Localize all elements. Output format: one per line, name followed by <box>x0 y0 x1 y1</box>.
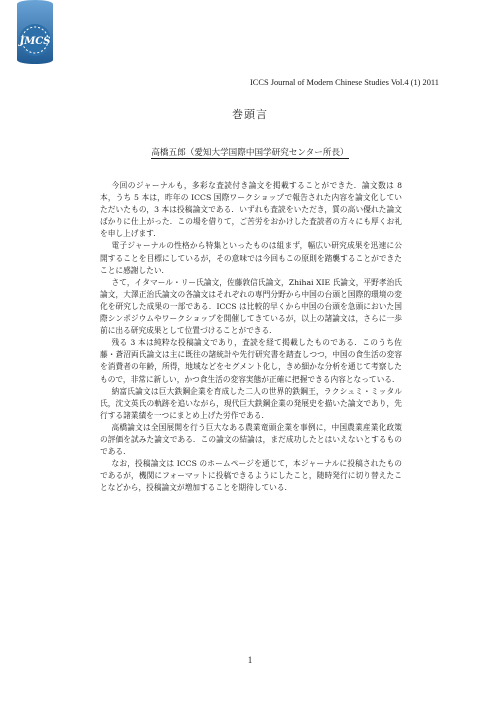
paragraph: 高橋論文は全国展開を行う巨大なある農業竜頭企業を事例に，中国農業産業化政策の評価を試みた論文である．この論文の結論は，まだ成功したとはいえないとするものである． <box>100 422 402 457</box>
author-line <box>0 146 500 158</box>
article-body <box>100 180 402 494</box>
page-title: 巻頭言 <box>232 108 268 121</box>
paragraph: 納富氏論文は巨大鉄鋼企業を育成した二人の世界的鉄鋼王，ラクシュミ・ミッタル氏，沈文英氏の軌跡を追いながら，現代巨大鉄鋼企業の発展史を描いた論文であり，先行する諸業績を一つにまとめ上げた労作である． <box>100 386 402 420</box>
paragraph: 今回のジャーナルも，多彩な査読付き論文を掲載することができた．論文数は 8 本，うち 5 本は，昨年の ICCS 国際ワークショップで報告された内容を論文化していただいたもの，3 本は投稿論文である．いずれも査読をいただき，質の高い優れた論文ばかりに仕上がった．この場を借りて，ご苦労をおかけした査読者の方々にも厚くお礼を申し上げます． <box>100 181 402 239</box>
svg-text:JMCS: JMCS <box>19 36 51 47</box>
paragraph: 電子ジャーナルの性格から特集といったものは組まず，幅広い研究成果を迅速に公開することを目標にしているが，その意味では今回もこの原則を踏襲することができたことに感謝したい． <box>100 241 402 275</box>
paragraph: なお，投稿論文は ICCS のホームページを通じて，本ジャーナルに投稿されたものであるが，機関にフォーマットに投稿できるようにしたこと，随時発行に切り替えたことなどから，投稿論文が増加することを期待している． <box>100 459 402 493</box>
author-name: 高橋五郎（愛知大学国際中国学研究センター所長） <box>151 148 349 158</box>
page-number: 1 <box>247 655 253 665</box>
paragraph: 残る 3 本は純粋な投稿論文であり，査読を経て掲載したものである．このうち佐藤・蒼沼両氏論文は主に既往の諸統計や先行研究書を踏査しつつ，中国の食生活の変容を消費者の年齢，所得，地域などをセグメント化し，きめ細かな分析を通じて考察したもので，非常に新しい，かつ食生活の変容実態が正確に把握できる内容となっている． <box>100 338 402 384</box>
journal-header: ICCS Journal of Modern Chinese Studies Vol.4 (1) 2011 <box>250 78 439 87</box>
logo-emblem <box>10 0 60 64</box>
paragraph: さて，イタマール・リー氏論文，佐藤敦信氏論文，Zhihai XIE 氏論文，平野孝治氏論文，大澤正治氏論文の各論文はそれぞれの専門分野から中国の台頭と国際的環境の変化を研究した成果の一部である．ICCS は比較的早くから中国の台頭を急頭においた国際シンポジウムやワークショップを開催してきているが，以上の諸論文は，さらに一歩前に出る研究成果として位置づけることができる． <box>100 277 402 336</box>
journal-logo <box>10 0 60 64</box>
